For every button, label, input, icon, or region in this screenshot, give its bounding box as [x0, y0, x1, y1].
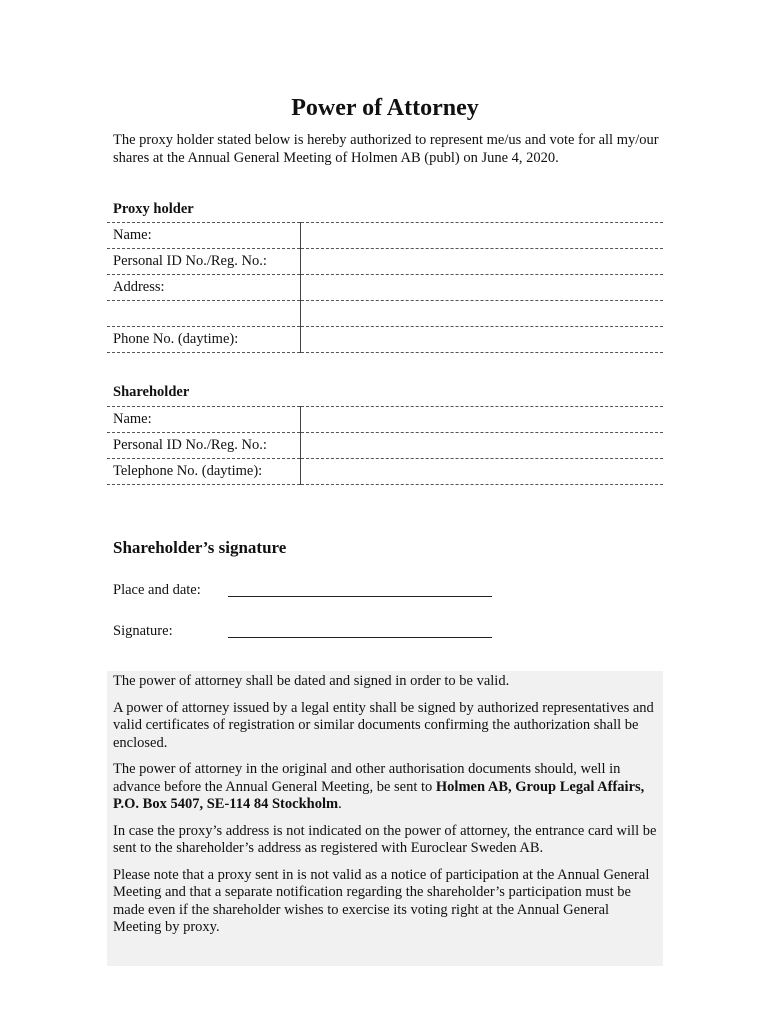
note-participation: Please note that a proxy sent in is not valid as a notice of participation at the Annual General Meeting and that a separate notification regarding the shareholder’s participation must be made even if the shareholder wishes to exercise its voting right at the Annual General Meeting by proxy. — [113, 866, 650, 935]
signature-line[interactable] — [228, 623, 492, 638]
shareholder-heading: Shareholder — [113, 384, 190, 400]
shareholder-name-label: Name: — [107, 407, 300, 433]
shareholder-phone-field[interactable] — [300, 459, 663, 485]
shareholder-table — [107, 406, 663, 485]
shareholder-personal-id-label: Personal ID No./Reg. No.: — [107, 433, 300, 459]
proxy-address-line2-field[interactable] — [300, 301, 663, 327]
proxy-holder-heading: Proxy holder — [113, 201, 194, 217]
holmen-address: Holmen AB, Group Legal Affairs, P.O. Box 5407, SE-114 84 Stockholm — [113, 778, 645, 812]
table-row — [107, 301, 663, 327]
table-row — [107, 327, 663, 353]
note-send-end: . — [338, 796, 342, 812]
table-row — [107, 275, 663, 301]
proxy-personal-id-field[interactable] — [300, 249, 663, 275]
proxy-address-line2-label — [107, 301, 300, 327]
table-row — [107, 407, 663, 433]
proxy-holder-table — [107, 222, 663, 353]
table-row — [107, 223, 663, 249]
notes-box — [107, 671, 663, 966]
place-date-label: Place and date: — [113, 582, 201, 598]
note-legal-entity: A power of attorney issued by a legal entity shall be signed by authorized representatives and valid certificates of registration or similar documents confirming the authorization shall be enclosed. — [113, 699, 654, 751]
signature-label: Signature: — [113, 623, 173, 639]
signature-heading: Shareholder’s signature — [113, 538, 287, 557]
proxy-personal-id-label: Personal ID No./Reg. No.: — [107, 249, 300, 275]
note-send-documents — [113, 761, 657, 814]
proxy-address-label: Address: — [107, 275, 300, 301]
table-row — [107, 433, 663, 459]
shareholder-name-field[interactable] — [300, 407, 663, 433]
proxy-name-field[interactable] — [300, 223, 663, 249]
intro-paragraph: The proxy holder stated below is hereby authorized to represent me/us and vote for all my/our shares at the Annual General Meeting of Holmen AB (publ) on June 4, 2020. — [113, 132, 659, 166]
proxy-address-field[interactable] — [300, 275, 663, 301]
shareholder-phone-label: Telephone No. (daytime): — [107, 459, 300, 485]
table-row — [107, 459, 663, 485]
note-dated-signed: The power of attorney shall be dated and signed in order to be valid. — [113, 673, 510, 689]
place-date-line[interactable] — [228, 582, 492, 597]
proxy-phone-label: Phone No. (daytime): — [107, 327, 300, 353]
page-title: Power of Attorney — [291, 95, 479, 121]
table-row — [107, 249, 663, 275]
note-entrance-card: In case the proxy’s address is not indicated on the power of attorney, the entrance card will be sent to the shareholder’s address as registered with Euroclear Sweden AB. — [113, 822, 657, 856]
proxy-name-label: Name: — [107, 223, 300, 249]
shareholder-personal-id-field[interactable] — [300, 433, 663, 459]
note-send-text: The power of attorney in the original and other authorisation documents should, well in advance before the Annual General Meeting, be sent to — [113, 761, 621, 795]
proxy-phone-field[interactable] — [300, 327, 663, 353]
